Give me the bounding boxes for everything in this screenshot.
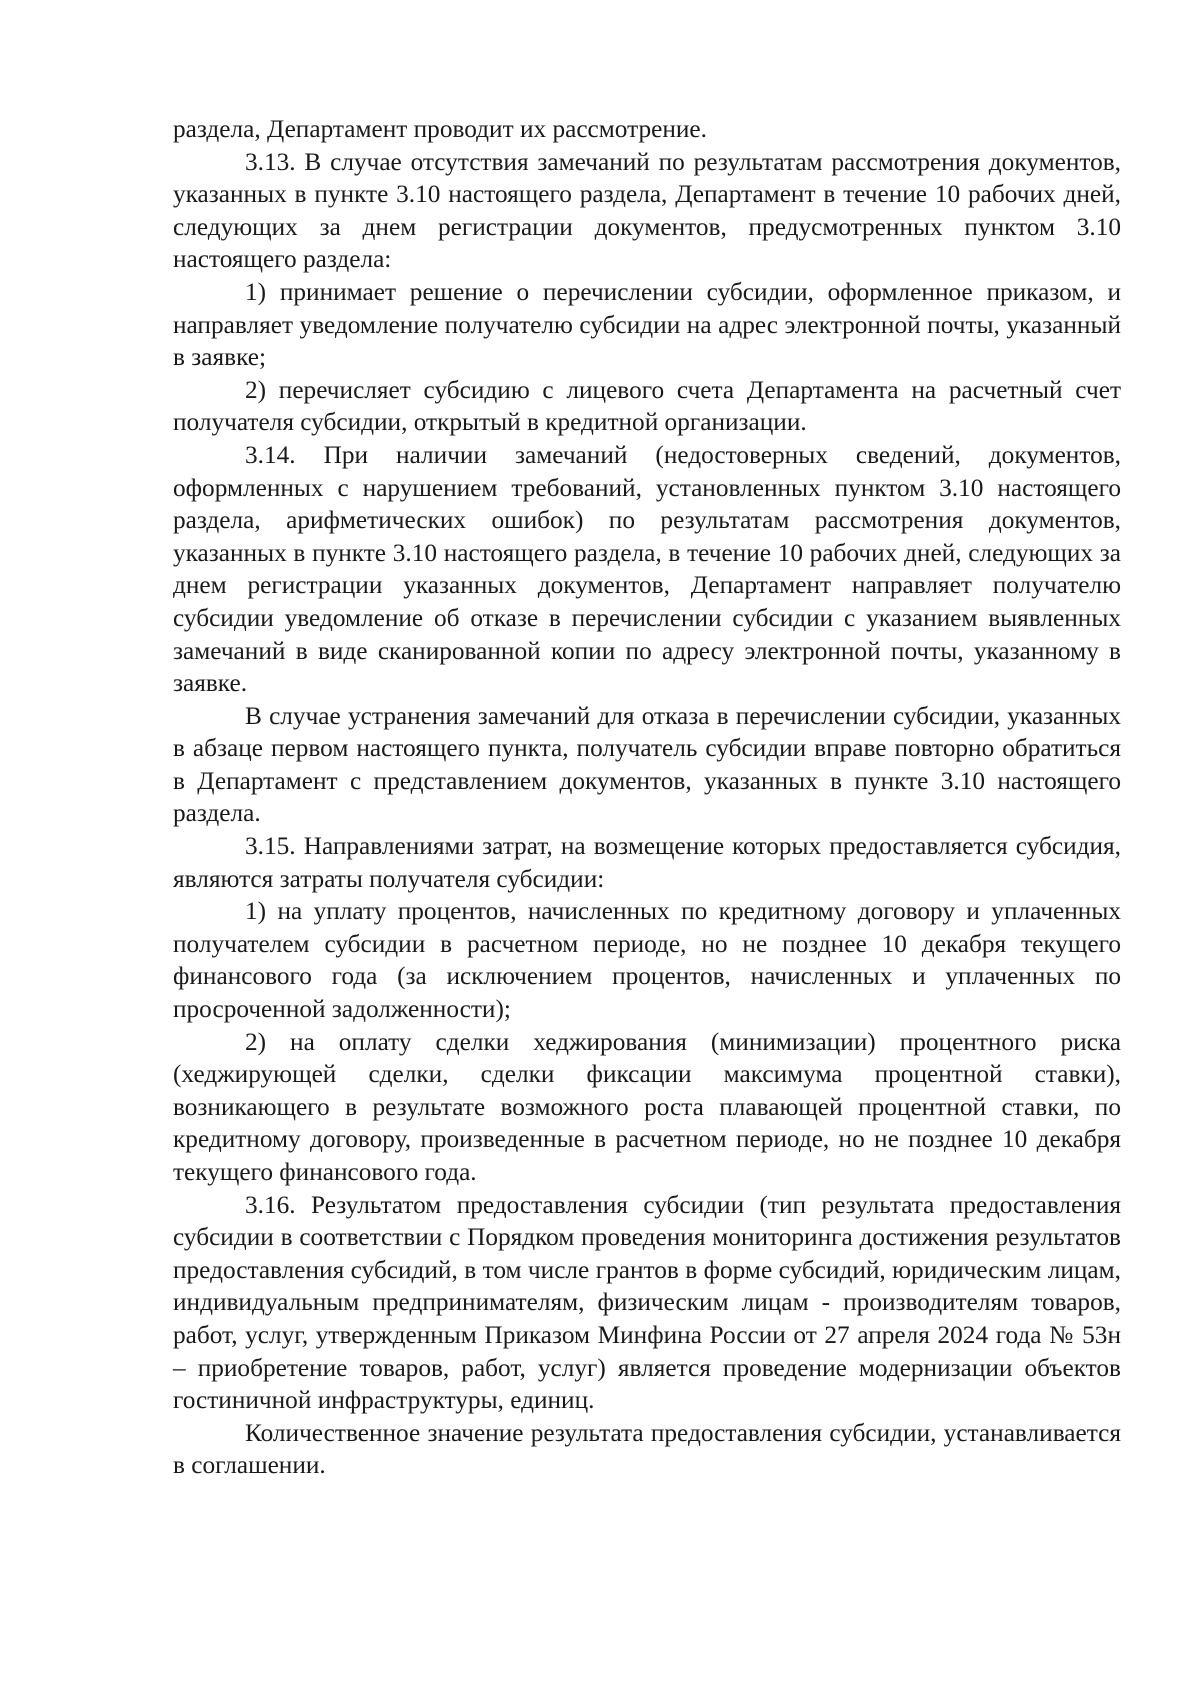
paragraph-3-13: 3.13. В случае отсутствия замечаний по результатам рассмотрения документов, указанных в пункте 3.10 настоящего раздела, Департамент в течение 10 рабочих дней, следующих за днем регистрации документов, предусмотренных пунктом 3.10 настоящего раздела: [173, 147, 1121, 274]
paragraph-3-15-item-2: 2) на оплату сделки хеджирования (минимизации) процентного риска (хеджирующей сделки, сделки фиксации максимума процентной ставки), возникающего в результате возможного роста плавающей процентной ставки, по кредитному договору, произведенные в расчетном периоде, но не позднее 10 декабря текущего финансового года. [173, 1027, 1121, 1186]
paragraph-3-16-second: Количественное значение результата предоставления субсидии, устанавливается в соглашении. [173, 1418, 1121, 1480]
paragraph-3-13-item-2: 2) перечисляет субсидию с лицевого счета Департамента на расчетный счет получателя субсидии, открытый в кредитной организации. [173, 375, 1121, 437]
paragraph-3-15: 3.15. Направлениями затрат, на возмещение которых предоставляется субсидия, являются затраты получателя субсидии: [173, 832, 1121, 893]
paragraph-3-15-item-1: 1) на уплату процентов, начисленных по кредитному договору и уплаченных получателем субсидии в расчетном периоде, но не позднее 10 декабря текущего финансового года (за исключением процентов, начисленных и уплаченных по просроченной задолженности); [173, 897, 1121, 1024]
paragraph-3-14-second: В случае устранения замечаний для отказа в перечислении субсидии, указанных в абзаце первом настоящего пункта, получатель субсидии вправе повторно обратиться в Департамент с представлением документов, указанных в пункте 3.10 настоящего раздела. [173, 701, 1121, 828]
paragraph-3-14: 3.14. При наличии замечаний (недостоверных сведений, документов, оформленных с нарушением требований, установленных пунктом 3.10 настоящего раздела, арифметических ошибок) по результатам рассмотрения документов, указанных в пункте 3.10 настоящего раздела, в течение 10 рабочих дней, следующих за днем регистрации указанных документов, Департамент направляет получателю субсидии уведомление об отказе в перечислении субсидии с указанием выявленных замечаний в виде сканированной копии по адресу электронной почты, указанному в заявке. [173, 440, 1121, 698]
document-page [173, 113, 1121, 1482]
paragraph-3-16: 3.16. Результатом предоставления субсидии (тип результата предоставления субсидии в соответствии с Порядком проведения мониторинга достижения результатов предоставления субсидий, в том числе грантов в форме субсидий, юридическим лицам, индивидуальным предпринимателям, физическим лицам - производителям товаров, работ, услуг, утвержденным Приказом Минфина России от 27 апреля 2024 года № 53н – приобретение товаров, работ, услуг) является проведение модернизации объектов гостиничной инфраструктуры, единиц. [173, 1190, 1121, 1415]
paragraph-3-13-item-1: 1) принимает решение о перечислении субсидии, оформленное приказом, и направляет уведомление получателю субсидии на адрес электронной почты, указанный в заявке; [173, 277, 1121, 372]
paragraph-continuation: раздела, Департамент проводит их рассмотрение. [173, 115, 707, 143]
